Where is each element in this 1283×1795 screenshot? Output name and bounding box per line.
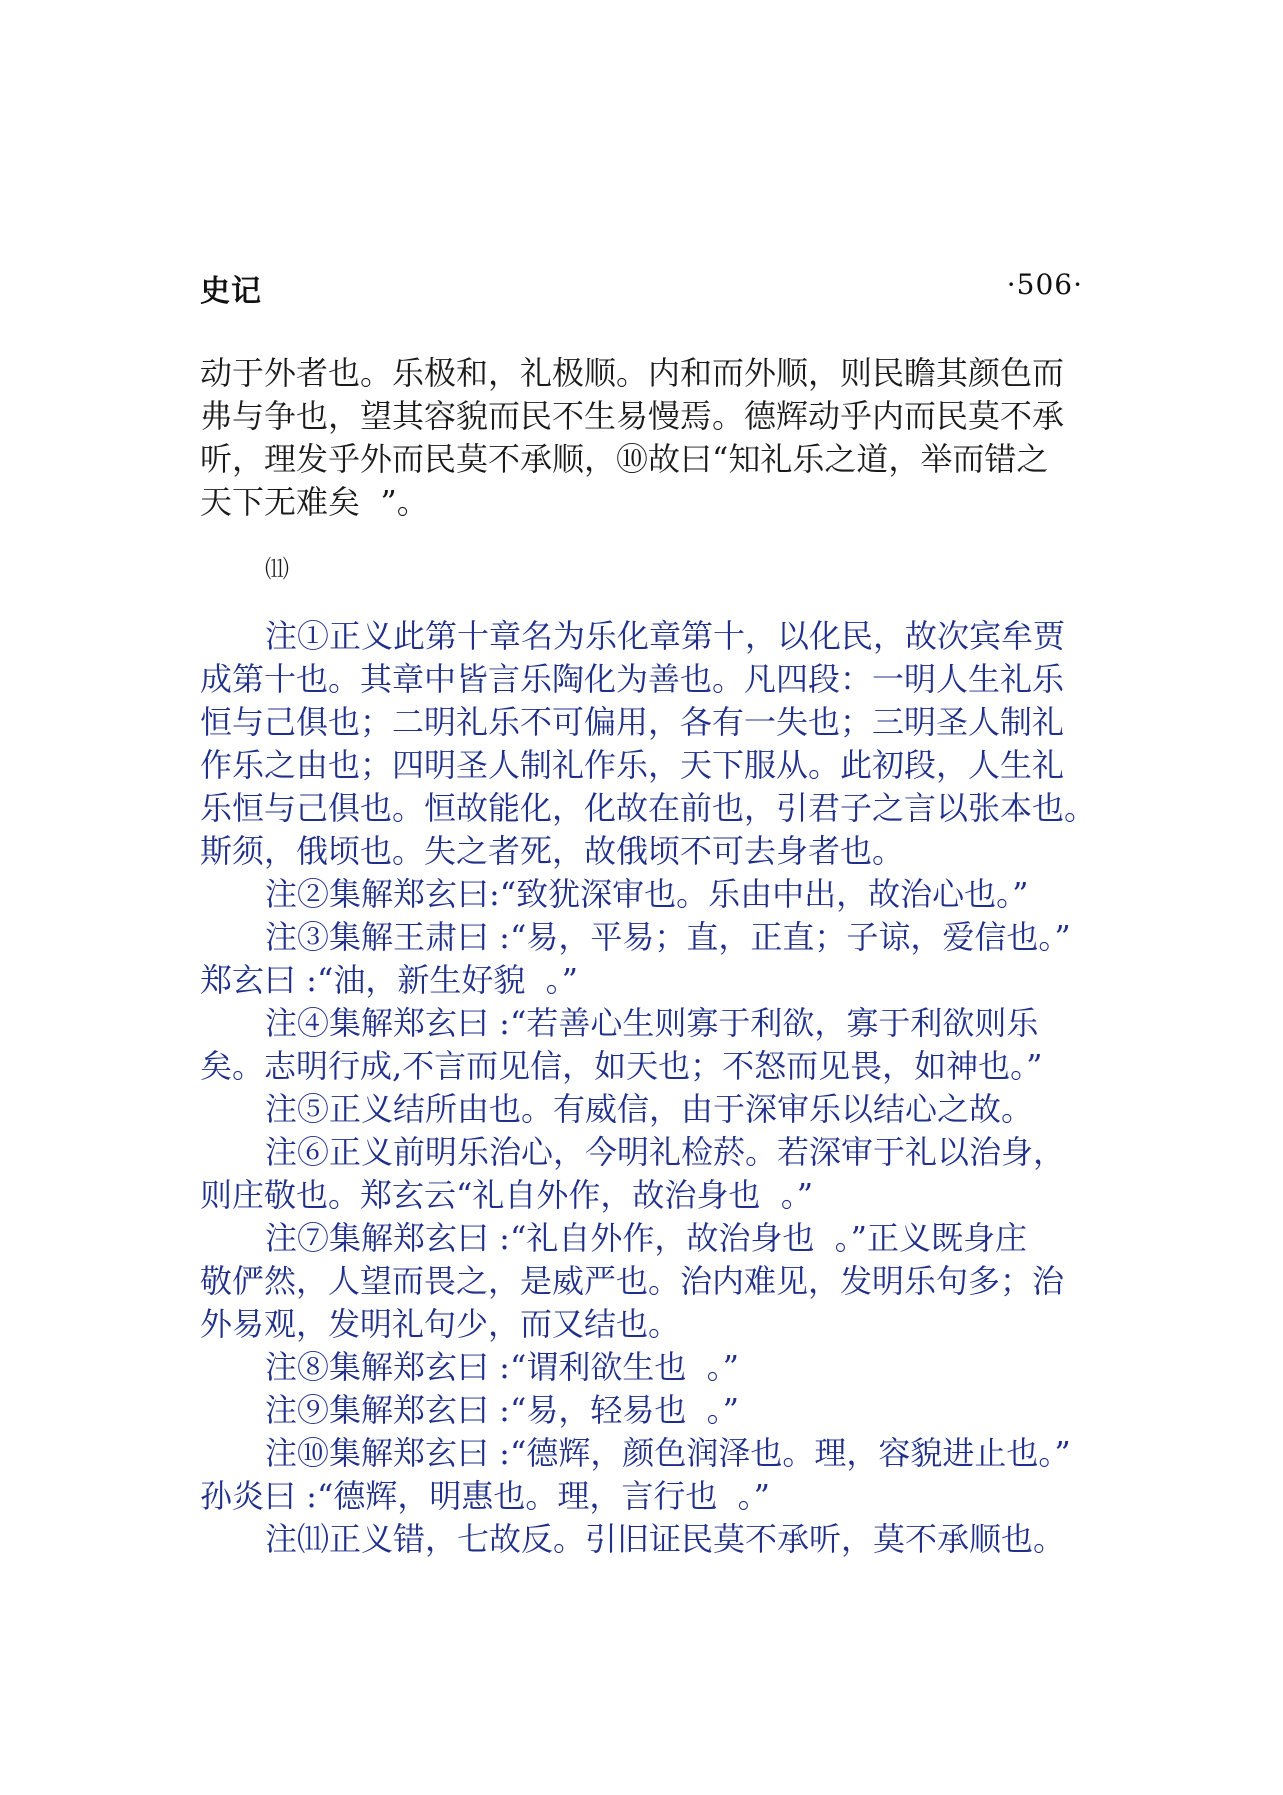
note-line: 注②集解郑玄曰:“致犹深审也。乐由中出，故治心也。” — [265, 875, 1029, 913]
note-line: 注①正义此第十章名为乐化章第十，以化民，故次宾牟贾 — [265, 617, 1066, 655]
note-line: 注⑦集解郑玄曰 :“礼自外作，故治身也 。”正义既身庄 — [265, 1219, 1028, 1257]
note-line: 恒与己俱也；二明礼乐不可偏用，各有一失也；三明圣人制礼 — [200, 703, 1065, 741]
note-line: 注⑩集解郑玄曰 :“德辉，颜色润泽也。理，容貌进止也。” — [265, 1434, 1071, 1472]
book-title: 史记 — [200, 274, 262, 309]
page-number: ·506· — [1006, 268, 1083, 301]
note-line: 成第十也。其章中皆言乐陶化为善也。凡四段：一明人生礼乐 — [200, 660, 1065, 698]
note-line: 作乐之由也；四明圣人制礼作乐，天下服从。此初段，人生礼 — [200, 746, 1065, 784]
note-line: 注③集解王肃曰 :“易，平易；直，正直；子谅，爱信也。” — [265, 918, 1071, 956]
footnote-marker: ⑾ — [265, 555, 289, 583]
main-text-line: 动于外者也。乐极和，礼极顺。内和而外顺，则民瞻其颜色而 — [200, 354, 1065, 392]
note-line: 孙炎曰 :“德辉，明惠也。理，言行也 。” — [200, 1477, 771, 1515]
note-line: 矣。志明行成,不言而见信，如天也；不怒而见畏，如神也。” — [200, 1047, 1043, 1085]
note-line: 注⑧集解郑玄曰 :“谓利欲生也 。” — [265, 1348, 740, 1386]
note-line: 外易观，发明礼句少，而又结也。 — [200, 1305, 681, 1343]
note-line: 注⑾正义错，七故反。引旧证民莫不承听，莫不承顺也。 — [265, 1520, 1066, 1558]
note-line: 斯须，俄顷也。失之者死，故俄顷不可去身者也。 — [200, 832, 905, 870]
note-line: 注④集解郑玄曰 :“若善心生则寡于利欲，寡于利欲则乐 — [265, 1004, 1039, 1042]
note-line: 乐恒与己俱也。恒故能化，化故在前也，引君子之言以张本也。 — [200, 789, 1097, 827]
note-line: 敬俨然，人望而畏之，是威严也。治内难见，发明乐句多；治 — [200, 1262, 1065, 1300]
page-body — [200, 352, 1097, 1561]
main-text-line: 弗与争也，望其容貌而民不生易慢焉。德辉动乎内而民莫不承 — [200, 397, 1065, 435]
note-line: 郑玄曰 :“油，新生好貌 。” — [200, 961, 579, 999]
main-text-line: 听，理发乎外而民莫不承顺，⑩故曰“知礼乐之道，举而错之 — [200, 440, 1049, 478]
note-line: 则庄敬也。郑玄云“礼自外作，故治身也 。” — [200, 1176, 814, 1214]
note-line: 注⑤正义结所由也。有威信，由于深审乐以结心之故。 — [265, 1090, 1034, 1128]
main-text-line: 天下无难矣 ”。 — [200, 483, 429, 521]
note-line: 注⑨集解郑玄曰 :“易，轻易也 。” — [265, 1391, 740, 1429]
note-line: 注⑥正义前明乐治心，今明礼检菸。若深审于礼以治身， — [265, 1133, 1066, 1171]
page-header — [200, 266, 1083, 310]
